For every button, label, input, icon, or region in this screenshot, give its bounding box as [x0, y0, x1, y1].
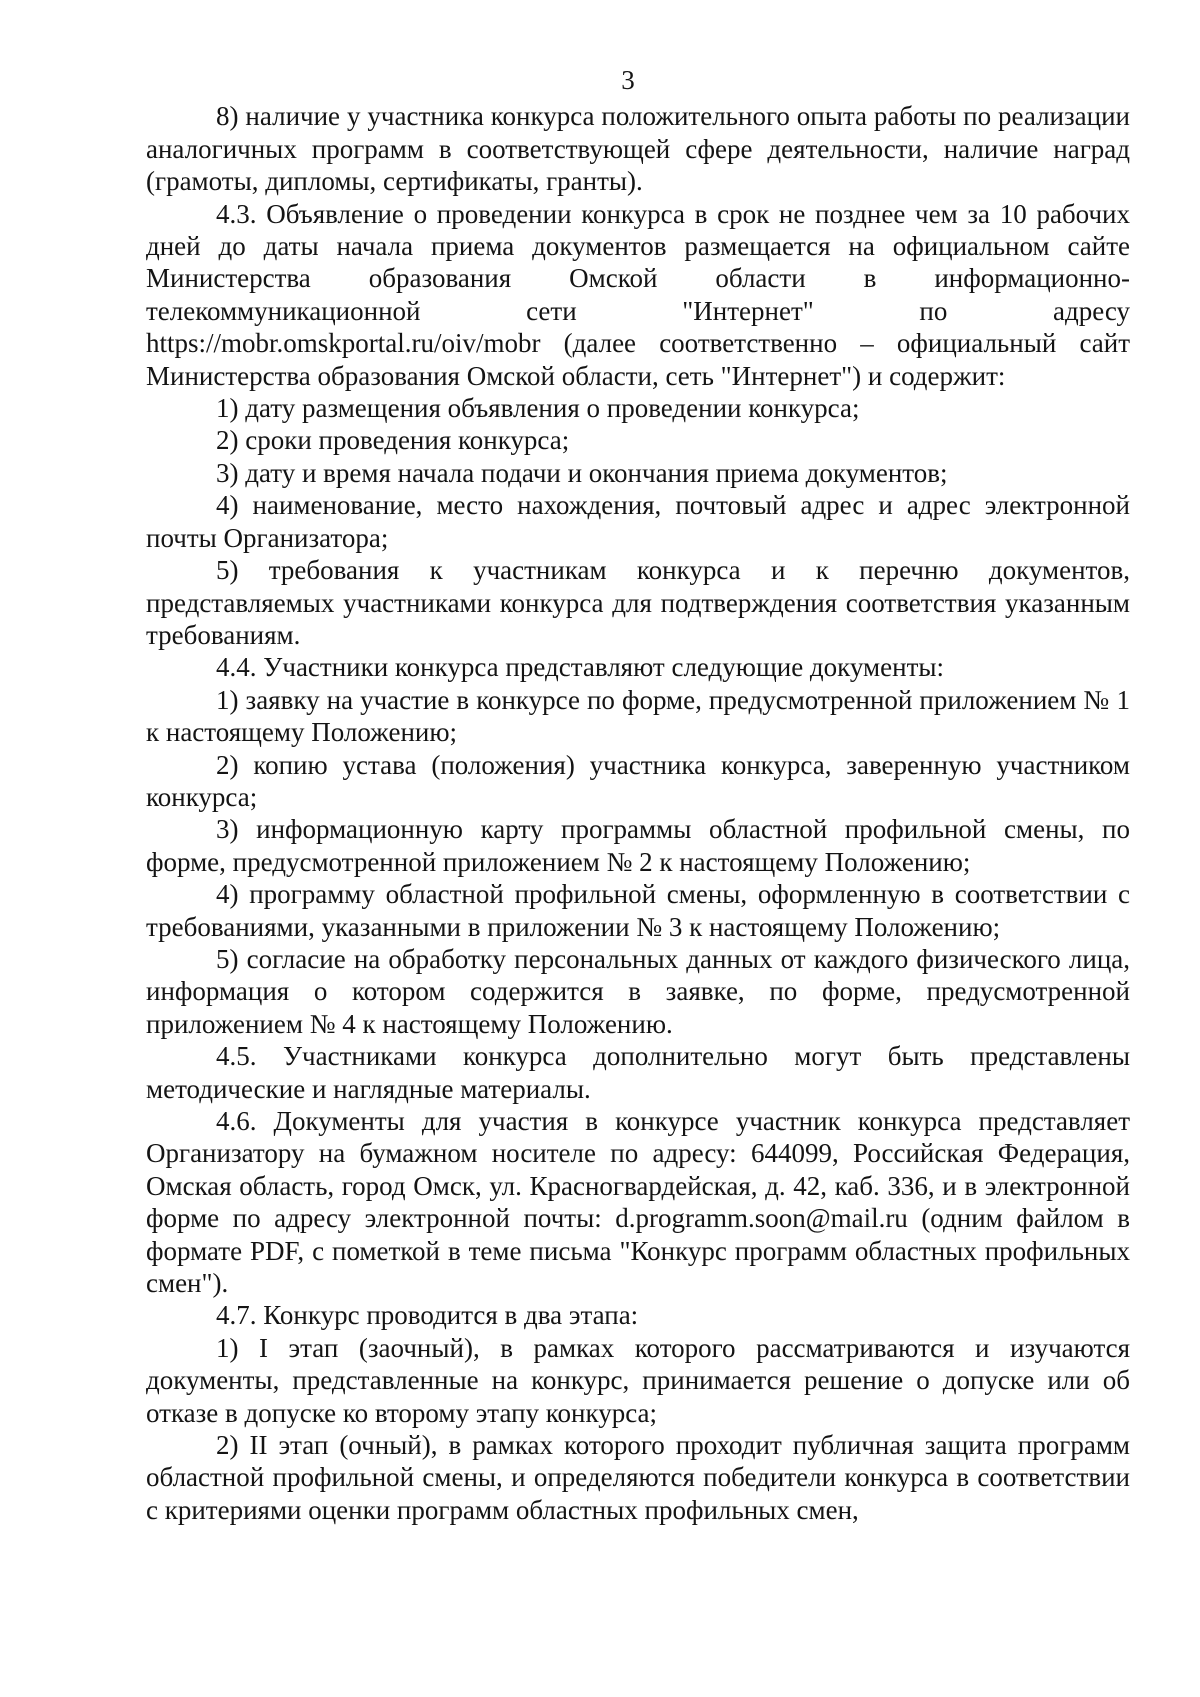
- paragraph-stage-2: 2) II этап (очный), в рамках которого проходит публичная защита программ областной профильной смены, и определяются победители конкурса в соответствии с критериями оценки программ областных профильных смен,: [146, 1430, 1130, 1525]
- paragraph-announcement-item-3: 3) дату и время начала подачи и окончания приема документов;: [216, 457, 948, 488]
- paragraph-4-6-submission: 4.6. Документы для участия в конкурсе участник конкурса представляет Организатору на бумажном носителе по адресу: 644099, Российская Федерация, Омская область, город Омск, ул. Красногвардейская, д. 42, каб. 336, и в электронной форме по адресу электронной почты: d.programm.soon@mail.ru (одним файлом в формате PDF, с пометкой в теме письма "Конкурс программ областных профильных смен").: [146, 1106, 1130, 1299]
- paragraph-4-4-documents: 4.4. Участники конкурса представляют следующие документы:: [216, 652, 945, 683]
- paragraph-documents-item-4: 4) программу областной профильной смены, оформленную в соответствии с требованиями, указанными в приложении № 3 к настоящему Положению;: [146, 879, 1130, 942]
- paragraph-4-5-materials: 4.5. Участниками конкурса дополнительно могут быть представлены методические и наглядные материалы.: [146, 1041, 1130, 1104]
- paragraph-4-7-stages: 4.7. Конкурс проводится в два этапа:: [216, 1300, 639, 1331]
- paragraph-4-3-announcement: 4.3. Объявление о проведении конкурса в срок не позднее чем за 10 рабочих дней до даты начала приема документов размещается на официальном сайте Министерства образования Омской области в информационно-телекоммуникационной сети "Интернет" по адресу https://mobr.omskportal.ru/oiv/mobr (далее соответственно – официальный сайт Министерства образования Омской области, сеть "Интернет") и содержит:: [146, 198, 1130, 391]
- paragraph-documents-item-5: 5) согласие на обработку персональных данных от каждого физического лица, информация о котором содержится в заявке, по форме, предусмотренной приложением № 4 к настоящему Положению.: [146, 943, 1130, 1039]
- paragraph-documents-item-1: 1) заявку на участие в конкурсе по форме, предусмотренной приложением № 1 к настоящему Положению;: [146, 684, 1130, 748]
- paragraph-item-8-experience: 8) наличие у участника конкурса положительного опыта работы по реализации аналогичных программ в соответствующей сфере деятельности, наличие наград (грамоты, дипломы, сертификаты, гранты).: [146, 101, 1130, 197]
- paragraph-announcement-item-4: 4) наименование, место нахождения, почтовый адрес и адрес электронной почты Организатора;: [146, 490, 1130, 553]
- paragraph-announcement-item-1: 1) дату размещения объявления о проведении конкурса;: [216, 393, 860, 424]
- paragraph-announcement-item-2: 2) сроки проведения конкурса;: [216, 425, 570, 456]
- paragraph-documents-item-3: 3) информационную карту программы областной профильной смены, по форме, предусмотренной приложением № 2 к настоящему Положению;: [146, 814, 1130, 877]
- paragraph-announcement-item-5: 5) требования к участникам конкурса и к перечню документов, представляемых участниками конкурса для подтверждения соответствия указанным требованиям.: [146, 555, 1130, 650]
- document-page: [146, 64, 1130, 1526]
- paragraph-documents-item-2: 2) копию устава (положения) участника конкурса, заверенную участником конкурса;: [146, 749, 1130, 812]
- page-number: 3: [621, 65, 635, 95]
- paragraph-stage-1: 1) I этап (заочный), в рамках которого рассматриваются и изучаются документы, представленные на конкурс, принимается решение о допуске или об отказе в допуске ко второму этапу конкурса;: [146, 1332, 1130, 1428]
